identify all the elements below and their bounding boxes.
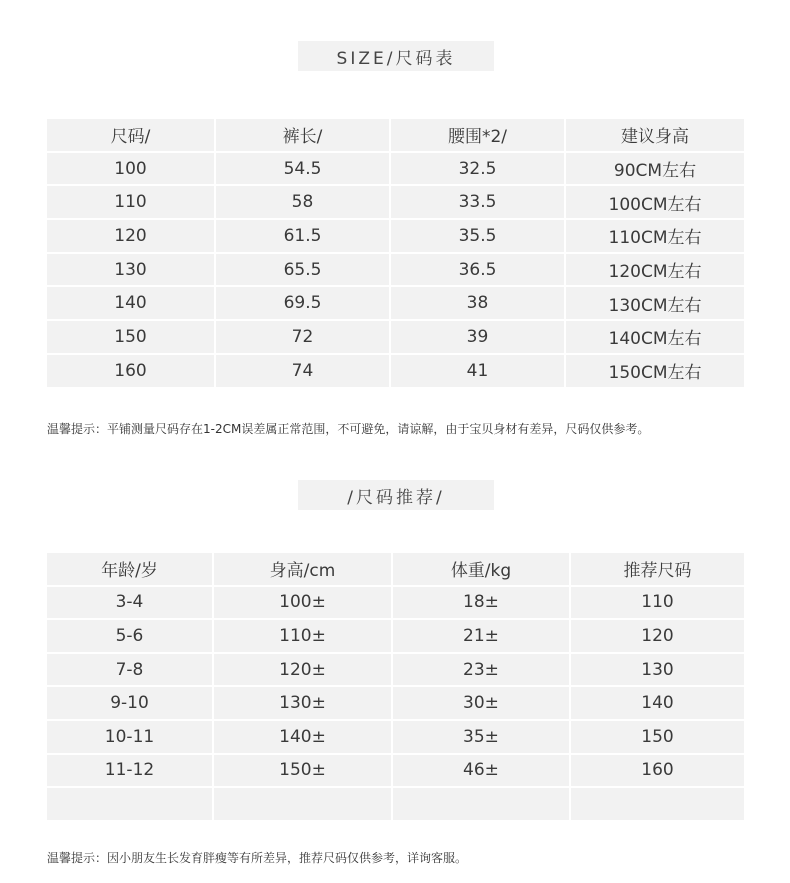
table-cell: 65.5 [216, 254, 389, 286]
table-cell [393, 788, 569, 820]
table-header-cell: 年龄/岁 [47, 553, 212, 585]
table-cell: 32.5 [391, 153, 564, 185]
table-cell: 3-4 [47, 587, 212, 619]
size-chart-title: SIZE/尺码表 [298, 41, 494, 71]
table-cell: 150 [47, 321, 214, 353]
table-cell: 110 [47, 186, 214, 218]
table-cell: 18± [393, 587, 569, 619]
table-cell: 36.5 [391, 254, 564, 286]
table-cell: 21± [393, 620, 569, 652]
table-cell: 140 [571, 687, 744, 719]
table-cell: 33.5 [391, 186, 564, 218]
table-cell: 100± [214, 587, 391, 619]
table-cell: 100 [47, 153, 214, 185]
table-cell: 110± [214, 620, 391, 652]
table-cell: 110 [571, 587, 744, 619]
table-header-cell: 腰围*2/ [391, 119, 564, 151]
table-cell: 120 [47, 220, 214, 252]
table-cell: 120± [214, 654, 391, 686]
table-cell: 100CM左右 [566, 186, 744, 218]
table-cell: 130± [214, 687, 391, 719]
table-cell: 69.5 [216, 287, 389, 319]
table-cell: 72 [216, 321, 389, 353]
table-cell: 74 [216, 355, 389, 387]
table-cell: 10-11 [47, 721, 212, 753]
table-cell: 11-12 [47, 755, 212, 787]
table-cell: 5-6 [47, 620, 212, 652]
table-cell: 150 [571, 721, 744, 753]
table-cell [214, 788, 391, 820]
table-cell: 160 [571, 755, 744, 787]
table-header-cell: 尺码/ [47, 119, 214, 151]
table-cell: 35± [393, 721, 569, 753]
size-chart-note: 温馨提示：平铺测量尺码存在1-2CM误差属正常范围，不可避免，请谅解，由于宝贝身材有差异，尺码仅供参考。 [47, 422, 650, 436]
table-cell [47, 788, 212, 820]
table-cell: 61.5 [216, 220, 389, 252]
table-cell: 120CM左右 [566, 254, 744, 286]
table-cell: 150CM左右 [566, 355, 744, 387]
table-cell: 130CM左右 [566, 287, 744, 319]
table-cell: 39 [391, 321, 564, 353]
table-cell: 160 [47, 355, 214, 387]
table-cell: 140± [214, 721, 391, 753]
table-header-cell: 体重/kg [393, 553, 569, 585]
table-cell [571, 788, 744, 820]
table-cell: 23± [393, 654, 569, 686]
table-cell: 30± [393, 687, 569, 719]
recommendation-note: 温馨提示：因小朋友生长发育胖瘦等有所差异，推荐尺码仅供参考，详询客服。 [47, 851, 468, 865]
table-header-cell: 推荐尺码 [571, 553, 744, 585]
table-header-cell: 身高/cm [214, 553, 391, 585]
table-cell: 140CM左右 [566, 321, 744, 353]
table-cell: 54.5 [216, 153, 389, 185]
table-cell: 35.5 [391, 220, 564, 252]
size-chart-table [47, 119, 744, 389]
table-cell: 9-10 [47, 687, 212, 719]
table-header-cell: 建议身高 [566, 119, 744, 151]
table-cell: 120 [571, 620, 744, 652]
table-cell: 110CM左右 [566, 220, 744, 252]
table-cell: 41 [391, 355, 564, 387]
recommendation-table [47, 553, 744, 822]
table-cell: 38 [391, 287, 564, 319]
recommendation-title: /尺码推荐/ [298, 480, 494, 510]
table-header-cell: 裤长/ [216, 119, 389, 151]
table-cell: 7-8 [47, 654, 212, 686]
table-cell: 46± [393, 755, 569, 787]
table-cell: 130 [47, 254, 214, 286]
table-cell: 58 [216, 186, 389, 218]
table-cell: 150± [214, 755, 391, 787]
table-cell: 90CM左右 [566, 153, 744, 185]
table-cell: 130 [571, 654, 744, 686]
table-cell: 140 [47, 287, 214, 319]
